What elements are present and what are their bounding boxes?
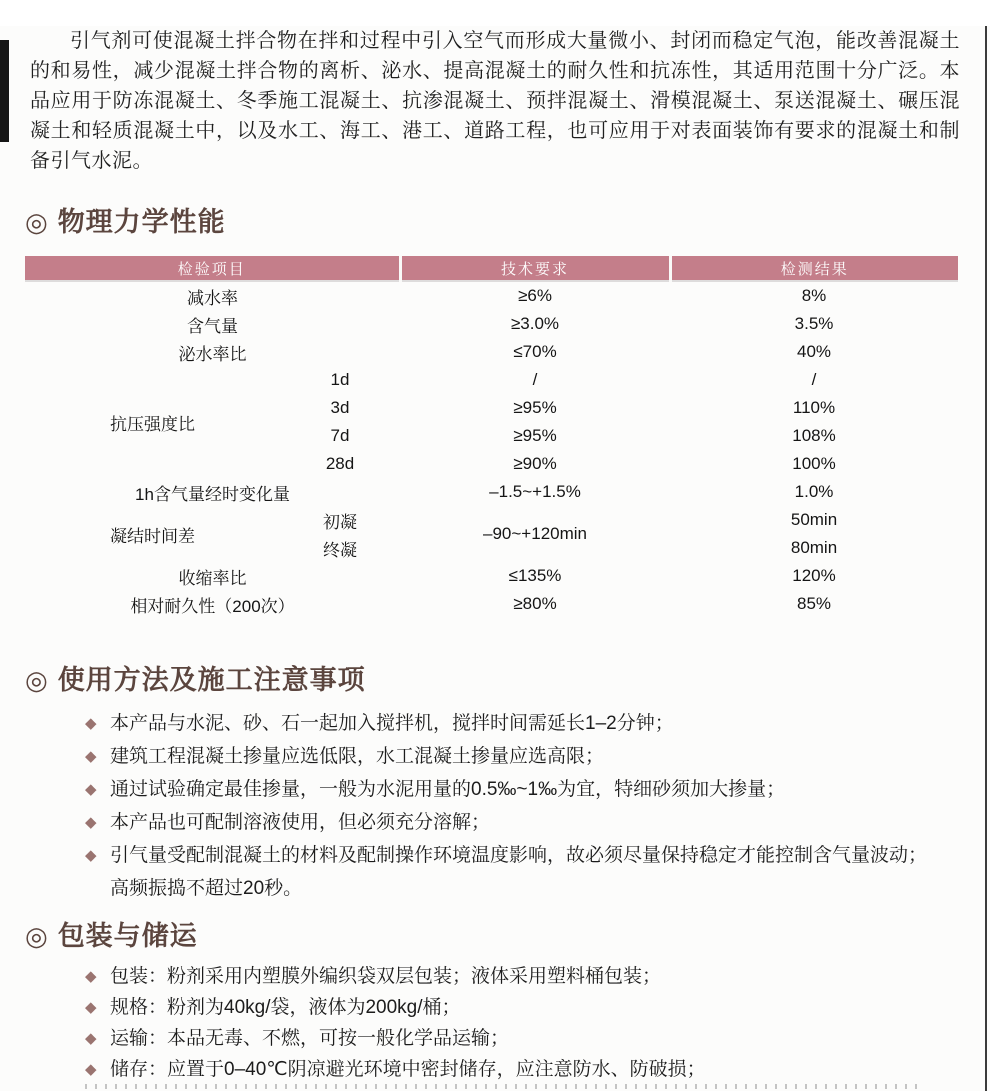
- cell-sub: 7d: [330, 426, 350, 445]
- list-item-text: 通过试验确定最佳掺量，一般为水泥用量的0.5‰~1‰为宜，特细砂须加大掺量；: [110, 779, 786, 800]
- diamond-bullet-icon: ◆: [85, 748, 97, 765]
- diamond-bullet-icon: ◆: [85, 781, 97, 798]
- list-item-text: 规格：粉剂为40kg/袋，液体为200kg/桶；: [110, 997, 461, 1018]
- column-header-result: 检测结果: [670, 256, 958, 281]
- cell-requirement: ≥95%: [513, 398, 557, 417]
- diamond-bullet-icon: ◆: [85, 847, 97, 864]
- list-item-text: 本产品与水泥、砂、石一起加入搅拌机，搅拌时间需延长1–2分钟；: [110, 713, 674, 734]
- cell-result: 3.5%: [794, 314, 834, 333]
- section-heading-packaging: [25, 918, 990, 954]
- table-row: [25, 590, 958, 618]
- list-item-text: 包装：粉剂采用内塑膜外编织袋双层包装；液体采用塑料桶包装；: [110, 966, 662, 987]
- cell-requirement: –90~+120min: [483, 524, 587, 543]
- cell-result: 120%: [792, 566, 836, 585]
- page-edge-line: [985, 26, 987, 1091]
- cell-result: 50min: [790, 510, 838, 529]
- table-header-row: [25, 256, 958, 281]
- section-title: 物理力学性能: [57, 207, 226, 237]
- list-item: [85, 806, 955, 839]
- cell-result: /: [811, 370, 817, 389]
- cell-item: 泌水率比: [178, 344, 247, 364]
- cell-requirement: ≥95%: [513, 426, 557, 445]
- cell-requirement: ≤135%: [508, 566, 562, 585]
- double-circle-icon: ◎: [25, 921, 49, 951]
- cell-requirement: ≤70%: [513, 342, 557, 361]
- cell-sub: 3d: [330, 398, 350, 417]
- list-item-text: 运输：本品无毒、不燃，可按一般化学品运输；: [110, 1028, 510, 1049]
- diamond-bullet-icon: ◆: [85, 814, 97, 831]
- list-item: [85, 1023, 955, 1054]
- cell-requirement: ≥90%: [513, 454, 557, 473]
- cell-result: 110%: [792, 398, 836, 417]
- cell-result: 108%: [792, 426, 836, 445]
- cell-result: 80min: [790, 538, 838, 557]
- diamond-bullet-icon: ◆: [85, 1030, 97, 1047]
- cell-item: 减水率: [187, 288, 238, 308]
- table-row: [25, 366, 958, 394]
- document-page: [0, 26, 990, 1091]
- table-row: [25, 506, 958, 534]
- list-item: [85, 1054, 955, 1085]
- table-row: [25, 281, 958, 310]
- cutoff-text-remnant: [85, 1084, 925, 1089]
- cell-sub: 初凝: [323, 512, 357, 532]
- section-heading-physical: [25, 204, 990, 240]
- cell-requirement: ≥3.0%: [510, 314, 560, 333]
- cell-item: 相对耐久性（200次）: [130, 596, 295, 616]
- list-item: [85, 740, 955, 773]
- scan-artifact-strip: [0, 40, 9, 142]
- table-row: [25, 338, 958, 366]
- cell-sub: 1d: [330, 370, 350, 389]
- list-item-text: 引气量受配制混凝土的材料及配制操作环境温度影响，故必须尽量保持稳定才能控制含气量波动；: [110, 845, 928, 866]
- cell-result: 40%: [797, 342, 832, 361]
- list-item-text: 储存：应置于0–40℃阴凉避光环境中密封储存，应注意防水、防破损；: [110, 1059, 706, 1080]
- cell-item: 收缩率比: [178, 568, 247, 588]
- cell-requirement: –1.5~+1.5%: [489, 482, 581, 501]
- cell-sub: 终凝: [323, 540, 357, 560]
- list-item: [85, 707, 955, 740]
- column-header-item: 检验项目: [25, 256, 400, 281]
- section-title: 使用方法及施工注意事项: [57, 665, 366, 695]
- cell-group-label: 凝结时间差: [110, 526, 195, 546]
- column-header-requirement: 技术要求: [400, 256, 670, 281]
- list-item: [85, 961, 955, 992]
- cell-result: 85%: [797, 594, 832, 613]
- table-row: [25, 562, 958, 590]
- double-circle-icon: ◎: [25, 665, 49, 695]
- cell-requirement: ≥6%: [518, 286, 552, 305]
- list-item: [85, 839, 955, 905]
- cell-result: 8%: [801, 286, 827, 305]
- section-heading-usage: [25, 662, 990, 698]
- list-item-text: 建筑工程混凝土掺量应选低限，水工混凝土掺量应选高限；: [110, 746, 605, 767]
- diamond-bullet-icon: ◆: [85, 1061, 97, 1078]
- diamond-bullet-icon: ◆: [85, 968, 97, 985]
- list-item: [85, 773, 955, 806]
- cell-item: 含气量: [187, 316, 238, 336]
- cell-group-label: 抗压强度比: [110, 414, 195, 434]
- list-item-text-line2: 高频振捣不超过20秒。: [110, 878, 303, 899]
- list-item: [85, 992, 955, 1023]
- list-item-text: 本产品也可配制溶液使用，但必须充分溶解；: [110, 812, 491, 833]
- usage-bullet-list: [85, 707, 955, 905]
- cell-requirement: /: [532, 370, 538, 389]
- cell-result: 100%: [792, 454, 836, 473]
- cell-result: 1.0%: [794, 482, 834, 501]
- cell-sub: 28d: [325, 454, 355, 473]
- properties-table: [25, 256, 958, 618]
- section-title: 包装与储运: [57, 921, 198, 951]
- table-row: [25, 478, 958, 506]
- table-row: [25, 310, 958, 338]
- intro-paragraph: 引气剂可使混凝土拌合物在拌和过程中引入空气而形成大量微小、封闭而稳定气泡，能改善混凝土的和易性，减少混凝土拌合物的离析、泌水、提高混凝土的耐久性和抗冻性，其适用范围十分广泛。本品应用于防冻混凝土、冬季施工混凝土、抗渗混凝土、预拌混凝土、滑模混凝土、泵送混凝土、碾压混凝土和轻质混凝土中，以及水工、海工、港工、道路工程，也可应用于对表面装饰有要求的混凝土和制备引气水泥。: [30, 30, 960, 172]
- packaging-bullet-list: [85, 961, 955, 1085]
- cell-requirement: ≥80%: [513, 594, 557, 613]
- diamond-bullet-icon: ◆: [85, 715, 97, 732]
- cell-item: 1h含气量经时变化量: [135, 484, 290, 504]
- diamond-bullet-icon: ◆: [85, 999, 97, 1016]
- double-circle-icon: ◎: [25, 207, 49, 237]
